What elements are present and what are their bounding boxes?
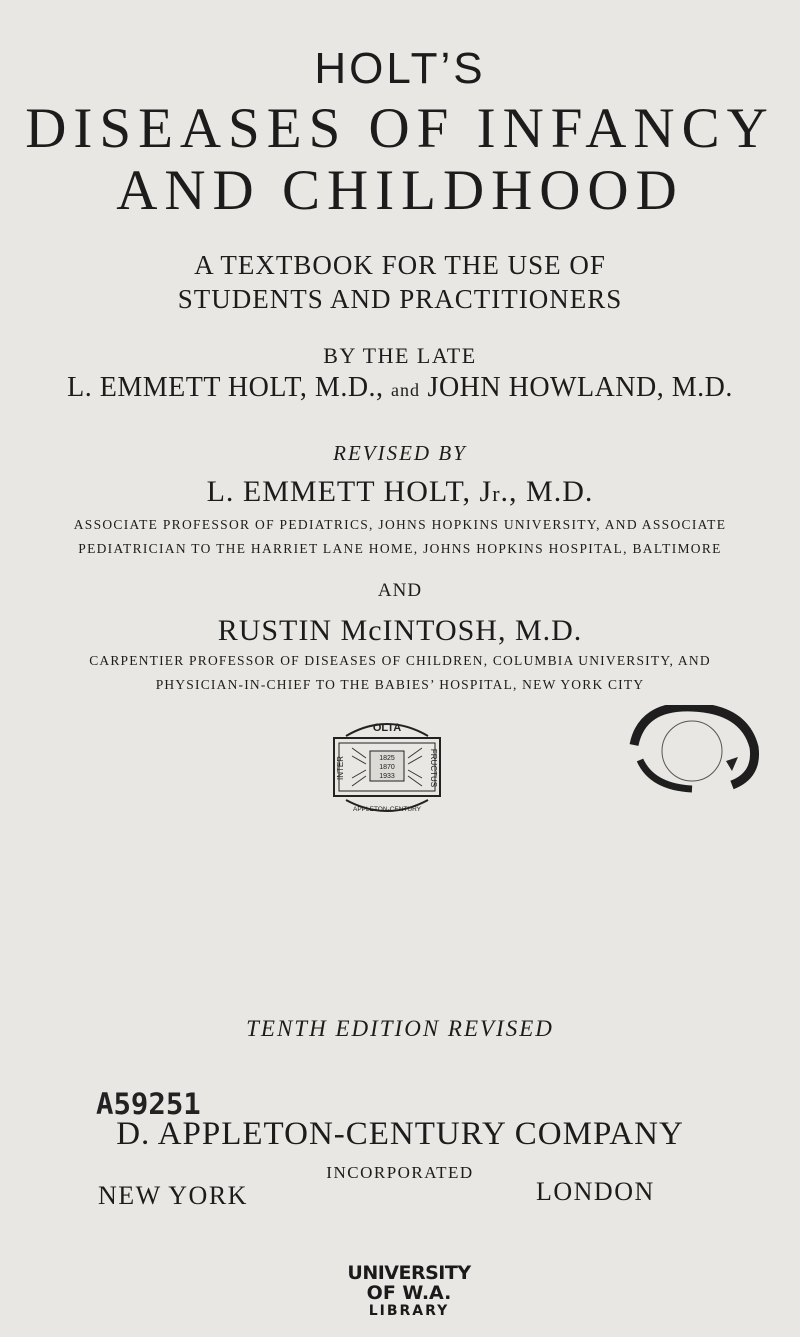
author-holt: L. EMMETT HOLT, M.D., <box>67 372 384 403</box>
title-line-holts: HOLT’S <box>314 44 486 93</box>
publisher-device-logo <box>326 718 448 818</box>
authors-line <box>0 372 800 404</box>
edition-label: TENTH EDITION REVISED <box>246 1016 554 1041</box>
svg-text:APPLETON-CENTURY: APPLETON-CENTURY <box>352 806 422 813</box>
svg-text:FRUCTUS: FRUCTUS <box>429 748 438 788</box>
publisher-name: D. APPLETON-CENTURY COMPANY <box>116 1116 684 1152</box>
title-line-childhood: AND CHILDHOOD <box>116 159 684 222</box>
publisher-city-london: LONDON <box>536 1177 655 1206</box>
reviser-holt-jr: L. EMMETT HOLT, Jr., M.D. <box>206 475 594 508</box>
reviser2-affiliation-line2: PHYSICIAN-IN-CHIEF TO THE BABIES’ HOSPITAL, NEW YORK CITY <box>155 677 645 692</box>
library-stamp-line2: OF W.A. <box>366 1281 452 1304</box>
publisher-incorporated: INCORPORATED <box>326 1163 474 1182</box>
svg-text:OLTA: OLTA <box>372 722 402 734</box>
by-the-late-label: BY THE LATE <box>323 343 477 368</box>
reviser1-affiliation-line1: ASSOCIATE PROFESSOR OF PEDIATRICS, JOHNS HOPKINS UNIVERSITY, AND ASSOCIATE <box>73 517 727 532</box>
subtitle-line-2: STUDENTS AND PRACTITIONERS <box>177 284 623 314</box>
reviser-mcintosh: RUSTIN McINTOSH, M.D. <box>217 614 583 647</box>
accession-number-stamp: A59251 <box>96 1087 201 1121</box>
svg-text:INTER: INTER <box>336 756 345 780</box>
svg-text:1870: 1870 <box>379 764 395 771</box>
university-library-stamp <box>344 1264 474 1316</box>
subtitle-line-1: A TEXTBOOK FOR THE USE OF <box>194 250 606 280</box>
authors-and: and <box>391 380 421 400</box>
author-howland: JOHN HOWLAND, M.D. <box>427 372 733 403</box>
revised-by-label: REVISED BY <box>333 441 467 465</box>
library-seal-mark <box>622 705 762 795</box>
publisher-city-new-york: NEW YORK <box>98 1181 248 1210</box>
library-stamp-line1: UNIVERSITY <box>347 1262 471 1284</box>
title-line-diseases: DISEASES OF INFANCY <box>25 97 775 160</box>
svg-text:1825: 1825 <box>379 755 395 762</box>
reviser1-affiliation-line2: PEDIATRICIAN TO THE HARRIET LANE HOME, JOHNS HOPKINS HOSPITAL, BALTIMORE <box>78 541 722 556</box>
svg-text:1933: 1933 <box>379 773 395 780</box>
reviser2-affiliation-line1: CARPENTIER PROFESSOR OF DISEASES OF CHILDREN, COLUMBIA UNIVERSITY, AND <box>89 653 711 668</box>
library-stamp-line3: LIBRARY <box>368 1303 450 1316</box>
and-separator: AND <box>377 580 423 601</box>
